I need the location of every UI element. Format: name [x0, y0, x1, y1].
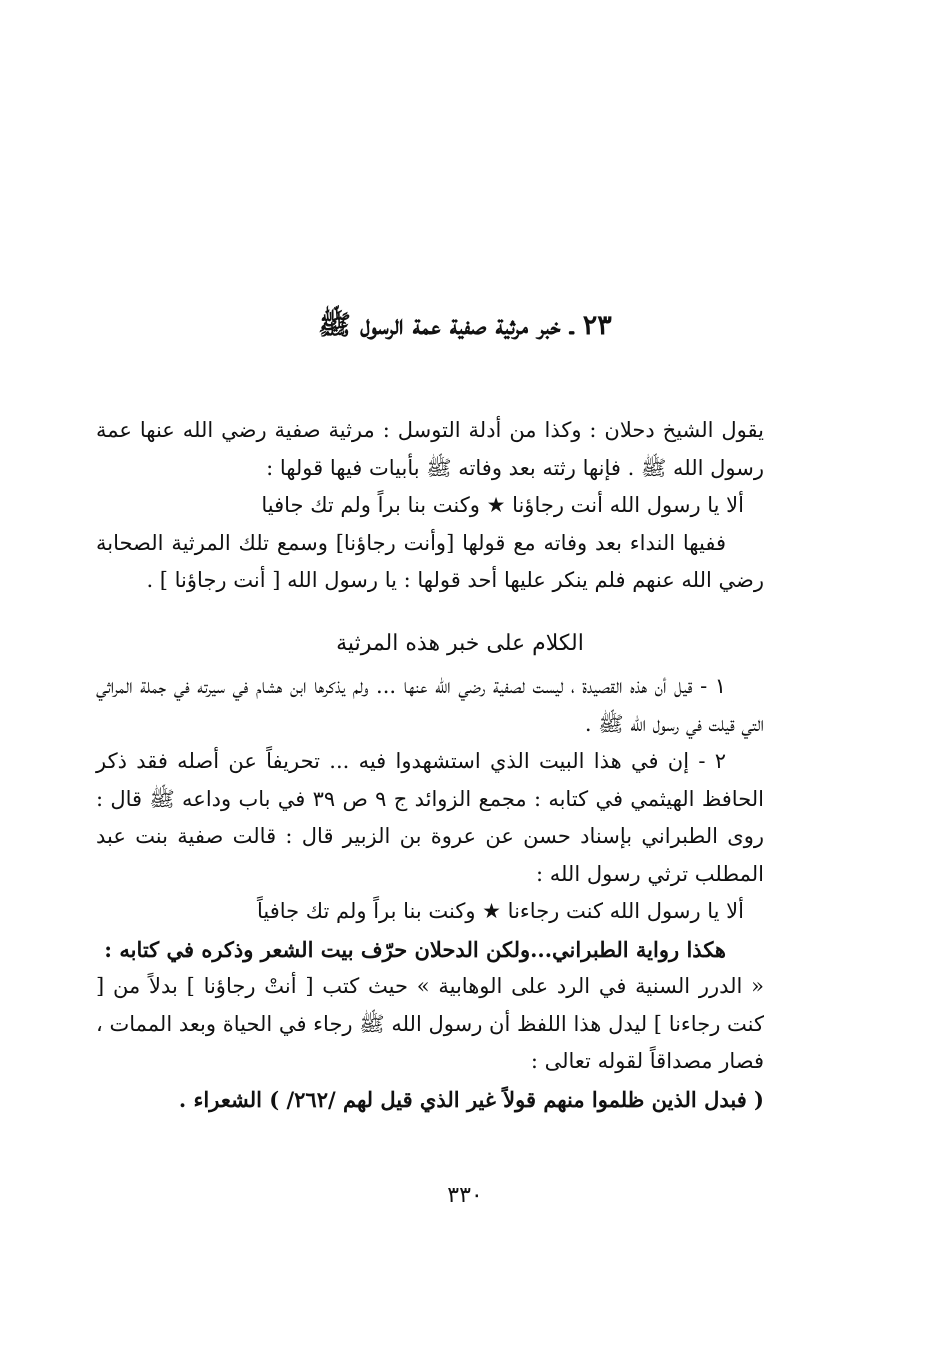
- conclusion-body: « الدرر السنية في الرد على الوهابية » حيث كتب [ أنتْ رجاؤنا ] بدلاً من [ كنت رجاءنا ] ليدل هذا اللفظ أن رسول الله ﷺ رجاء في الحياة وبعد الممات ، فصار مصداقاً لقوله تعالى :: [96, 974, 764, 1073]
- point-one: ١ - قيل أن هذه القصيدة ، ليست لصفية رضي الله عنها ... ولم يذكرها ابن هشام في سيرته في جملة المراثي التي قيلت في رسول الله ﷺ .: [96, 674, 764, 736]
- point-two: ٢ - إن في هذا البيت الذي استشهدوا فيه ... تحريفاً عن أصله فقد ذكر الحافظ الهيثمي في كتابه : مجمع الزوائد ج ٩ ص ٣٩ في باب وداعه ﷺ قال : روى الطبراني بإسناد حسن عن عروة بن الزبير قال : قالت صفية بنت عبد المطلب ترثي رسول الله :: [96, 749, 764, 886]
- intro-block: [96, 412, 764, 600]
- page-number: ٣٣٠: [447, 1183, 483, 1208]
- tabarani-verse: ألا يا رسول الله كنت رجاءنا ★ وكنت بنا براً ولم تك جافياً: [256, 899, 744, 923]
- intro-paragraph: يقول الشيخ دحلان : وكذا من أدلة التوسل : مرثية صفية رضي الله عنها عمة رسول الله ﷺ . فإنها رثته بعد وفاته ﷺ بأبيات فيها قولها :: [96, 418, 764, 480]
- conclusion-intro: هكذا رواية الطبراني...ولكن الدحلان حرّف بيت الشعر وذكره في كتابه :: [104, 936, 726, 962]
- intro-verse: ألا يا رسول الله أنت رجاؤنا ★ وكنت بنا براً ولم تك جافيا: [261, 493, 744, 517]
- discussion-block: [96, 668, 764, 1118]
- intro-commentary: ففيها النداء بعد وفاته مع قولها [وأنت رجاؤنا] وسمع تلك المرثية الصحابة رضي الله عنهم فلم ينكر عليها أحد قولها : يا رسول الله [ أنت رجاؤنا ] .: [96, 530, 764, 592]
- quran-citation: ( فبدل الذين ظلموا منهم قولاً غير الذي قيل لهم /٢٦٢/ ) الشعراء .: [178, 1086, 764, 1112]
- discussion-subheading: الكلام على خبر هذه المرثية: [336, 631, 584, 656]
- section-heading: ٢٣ ـ خبر مرثية صفية عمة الرسول ﷺ: [318, 310, 612, 341]
